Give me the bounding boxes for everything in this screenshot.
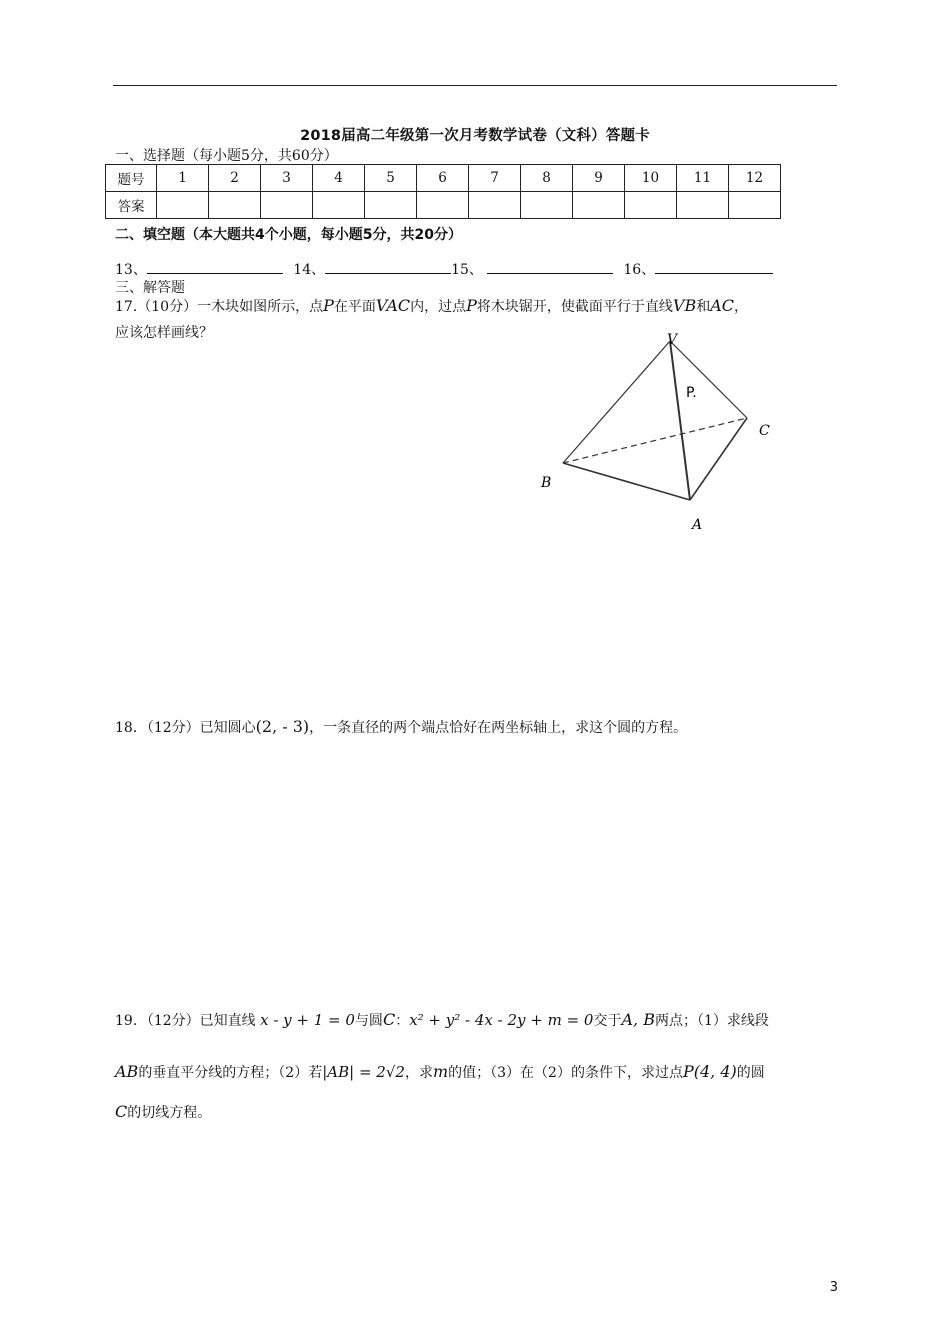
table-header-number: 题号 [106,165,157,192]
label-b: B [541,475,552,491]
math-point-p: P(4, 4) [682,1062,737,1081]
answer-cell[interactable] [677,192,729,219]
blank-14-label: 14、 [293,262,326,278]
answer-cell[interactable] [625,192,677,219]
q19-text: 的切线方程。 [127,1105,212,1121]
q19-text: ： [395,1013,410,1029]
question-19-line2 [115,1062,765,1082]
math-line-eq: x - y + 1 = 0 [260,1011,355,1029]
section-fill-label: 二、填空题（本大题共4个小题，每小题5分，共20分） [115,227,462,243]
label-c: C [759,423,770,439]
q18-text: ，一条直径的两个端点恰好在两坐标轴上，求这个圆的方程。 [309,720,688,736]
question-18 [115,717,687,737]
edge-vb [563,341,670,463]
q19-text: 的圆 [736,1065,765,1081]
math-abs-ab: |AB| = 2√2 [322,1063,405,1081]
math-c: C [115,1102,128,1121]
section-solve-label: 三、解答题 [115,280,185,296]
math-center: (2, - 3) [255,717,310,736]
label-a: A [692,517,703,533]
table-row [106,192,781,219]
question-19-line3 [115,1102,211,1122]
answer-cell[interactable] [365,192,417,219]
edge-ca [690,418,747,500]
math-vac: VAC [375,296,411,315]
question-number-cell: 6 [417,165,469,192]
q19-text: 与圆 [354,1013,383,1029]
math-circle-eq: x² + y² - 4x - 2y + m = 0 [409,1011,594,1029]
q17-text: 将木块锯开，使截面平行于直线 [476,299,673,315]
q19-text: 交于 [593,1013,622,1029]
answer-table [105,164,781,219]
section-choice-label: 一、选择题（每小题5分，共60分） [115,148,338,164]
q17-text: ， [734,299,748,315]
question-number-cell: 3 [261,165,313,192]
question-number-cell: 2 [209,165,261,192]
math-ab: AB [115,1062,139,1081]
answer-cell[interactable] [261,192,313,219]
question-17-line2: 应该怎样画线？ [115,325,213,341]
blank-13-line[interactable] [147,259,283,274]
math-p: P [466,296,477,315]
question-number-cell: 1 [157,165,209,192]
page-number: 3 [829,1280,838,1295]
answer-cell[interactable] [417,192,469,219]
blank-13-label: 13、 [115,262,147,278]
blank-16-label: 16、 [623,262,656,278]
question-17-line1 [115,296,748,316]
q19-text: ，求 [404,1065,433,1081]
q19-text: 两点；（1）求线段 [654,1013,769,1029]
blank-15-line[interactable] [487,259,613,274]
q19-text: 19．（12分）已知直线 [115,1013,256,1029]
question-number-cell: 7 [469,165,521,192]
edge-ba [563,463,690,500]
label-p: P. [686,385,697,401]
question-number-cell: 5 [365,165,417,192]
q17-text: 在平面 [333,299,376,315]
fill-blank-row [115,259,773,279]
math-c: C [382,1010,396,1029]
answer-cell[interactable] [521,192,573,219]
answer-cell[interactable] [157,192,209,219]
edge-bc-hidden [563,418,747,463]
question-number-cell: 8 [521,165,573,192]
math-ab-points: A, B [621,1010,655,1029]
q17-text: 17.（10分）一木块如图所示，点 [115,299,324,315]
blank-16-line[interactable] [655,259,773,274]
header-rule [113,85,837,86]
question-19-line1 [115,1010,769,1030]
math-vb: VB [672,296,697,315]
math-m: m [432,1062,449,1081]
question-number-cell: 9 [573,165,625,192]
edge-va [670,341,690,500]
q18-text: 18．（12分）已知圆心 [115,720,256,736]
answer-cell[interactable] [729,192,781,219]
tetrahedron-figure [530,325,790,540]
page-title: 2018届高二年级第一次月考数学试卷（文科）答题卡 [300,128,650,144]
table-row [106,165,781,192]
answer-cell[interactable] [313,192,365,219]
label-v: V [667,332,678,348]
answer-cell[interactable] [209,192,261,219]
math-p: P [323,296,334,315]
table-header-answer: 答案 [106,192,157,219]
answer-cell[interactable] [469,192,521,219]
q19-text: 的垂直平分线的方程；（2）若 [138,1065,323,1081]
blank-15-label: 15、 [451,262,483,278]
answer-cell[interactable] [573,192,625,219]
q17-text: 和 [696,299,711,315]
question-number-cell: 11 [677,165,729,192]
blank-14-line[interactable] [325,259,451,274]
math-ac: AC [710,296,734,315]
q19-text: 的值；（3）在（2）的条件下，求过点 [448,1065,683,1081]
question-number-cell: 12 [729,165,781,192]
question-number-cell: 4 [313,165,365,192]
edge-vc [670,341,747,418]
q17-text: 内，过点 [410,299,467,315]
question-number-cell: 10 [625,165,677,192]
